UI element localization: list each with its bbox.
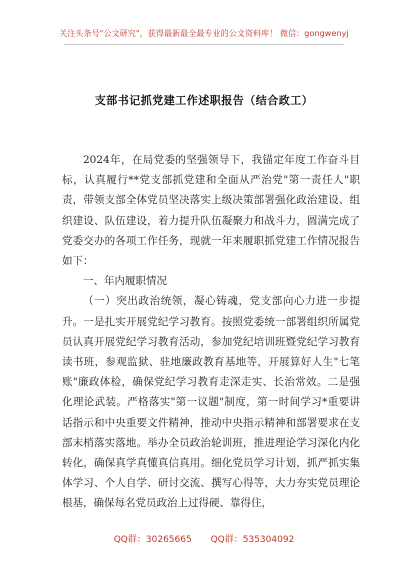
- section-heading: 一、年内履职情况: [83, 275, 167, 288]
- document-title: 支部书记抓党建工作述职报告（结合政工）: [94, 94, 314, 107]
- footer: [0, 532, 408, 545]
- paragraph-section-one: （一）突出政治统领，凝心铸魂，党支部向心力进一步提升。一是扎实开展党纪学习教育。按照党委统一部署组织所属党员认真开展党纪学习教育活动，参加党纪培训班暨党纪学习教育读书班，参观监狱、驻地廉政教育基地等，开展算好人生"七笔账"廉政体检，确保党纪学习教育走深走实、长治常效。二是强化理论武装。严格落实"第一议题"制度，第一时间学习*重要讲话指示和中央重要文件精神，推动中央指示精神和部署要求在支部末梢落实落地。举办全员政治轮训班，推进理论学习深化内化转化，确保真学真懂真信真用。细化党员学习计划，抓严抓实集体学习、个人自学、研讨交流、撰写心得等，大力夯实党员理论根基，确保每名党员政治上过得硬、靠得住，: [62, 295, 360, 510]
- document-body: [62, 142, 360, 514]
- footer-qq-group-2: QQ群：535304092: [210, 535, 295, 545]
- footer-qq-group-1: QQ群：30265665: [113, 535, 192, 545]
- paragraph-intro: 2024年，在局党委的坚强领导下，我锚定年度工作奋斗目标，认真履行**党支部抓党建和全面从严治党"第一责任人"职责，带领支部全体党员坚决落实上级决策部署强化政治建设、组织建设、队伍建设，着力提升队伍凝聚力和战斗力，圆满完成了党委交办的各项工作任务，现就一年来履职抓党建工作情况报告如下：: [62, 154, 360, 268]
- header-divider: [64, 44, 344, 45]
- header-banner: 关注头条号"公文研究"，获得最新最全最专业的公文资料库！ 微信：gongwenyj: [59, 29, 349, 38]
